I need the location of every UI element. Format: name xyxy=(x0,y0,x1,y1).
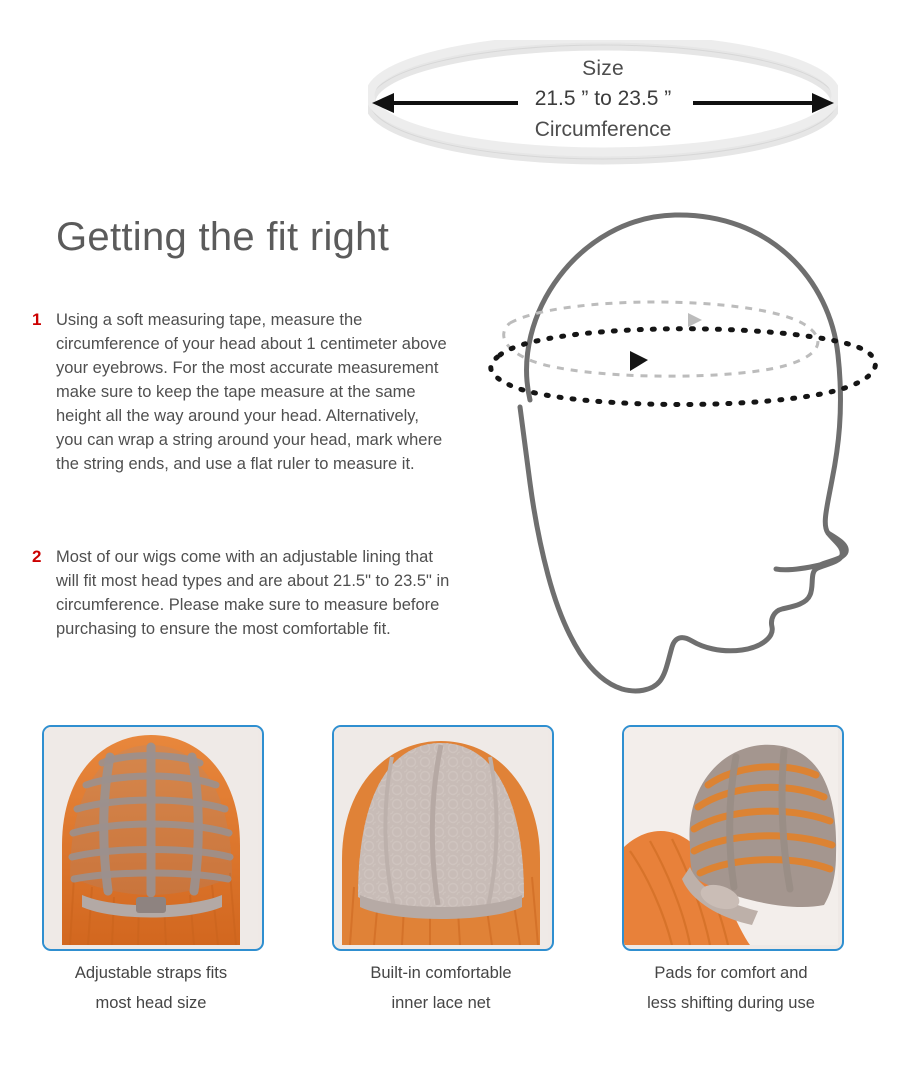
caption-line-1: Adjustable straps fits xyxy=(74,964,228,982)
card-caption-3 xyxy=(606,958,856,1018)
card-caption-1 xyxy=(26,958,276,1018)
circumference-label: Circumference xyxy=(534,118,672,141)
caption-line-2: inner lace net xyxy=(391,994,491,1012)
step-number: 1 xyxy=(32,310,42,329)
wig-cap-gallery xyxy=(0,725,905,975)
step-text: Most of our wigs come with an adjustable lining that will fit most head types and are about 21.5" to 23.5" in circumference. Please make sure to measure before purchasing to ensure the most comfortable fit. xyxy=(56,548,450,638)
cap-photo-comfort-pads xyxy=(622,725,844,951)
step-item-1 xyxy=(32,308,450,476)
head-profile-diagram xyxy=(470,195,890,700)
step-number: 2 xyxy=(32,547,42,566)
cap-photo-adjustable-straps xyxy=(42,725,264,951)
step-item-2 xyxy=(32,545,450,641)
caption-line-1: Built-in comfortable xyxy=(370,964,512,982)
caption-line-1: Pads for comfort and xyxy=(654,964,808,982)
card-caption-2 xyxy=(316,958,566,1018)
step-text: Using a soft measuring tape, measure the circumference of your head about 1 centimeter above your eyebrows. For the most accurate measurement make sure to keep the tape measure at the same height all the way around your head. Alternatively, you can wrap a string around your head, mark where the string ends, and use a flat ruler to measure it. xyxy=(56,311,447,473)
page-title: Getting the fit right xyxy=(56,215,390,259)
caption-line-2: most head size xyxy=(95,994,207,1012)
size-label: Size xyxy=(582,57,624,80)
cap-photo-inner-lace-net xyxy=(332,725,554,951)
caption-line-2: less shifting during use xyxy=(647,994,815,1012)
size-value: 21.5 ” to 23.5 ” xyxy=(534,87,672,110)
